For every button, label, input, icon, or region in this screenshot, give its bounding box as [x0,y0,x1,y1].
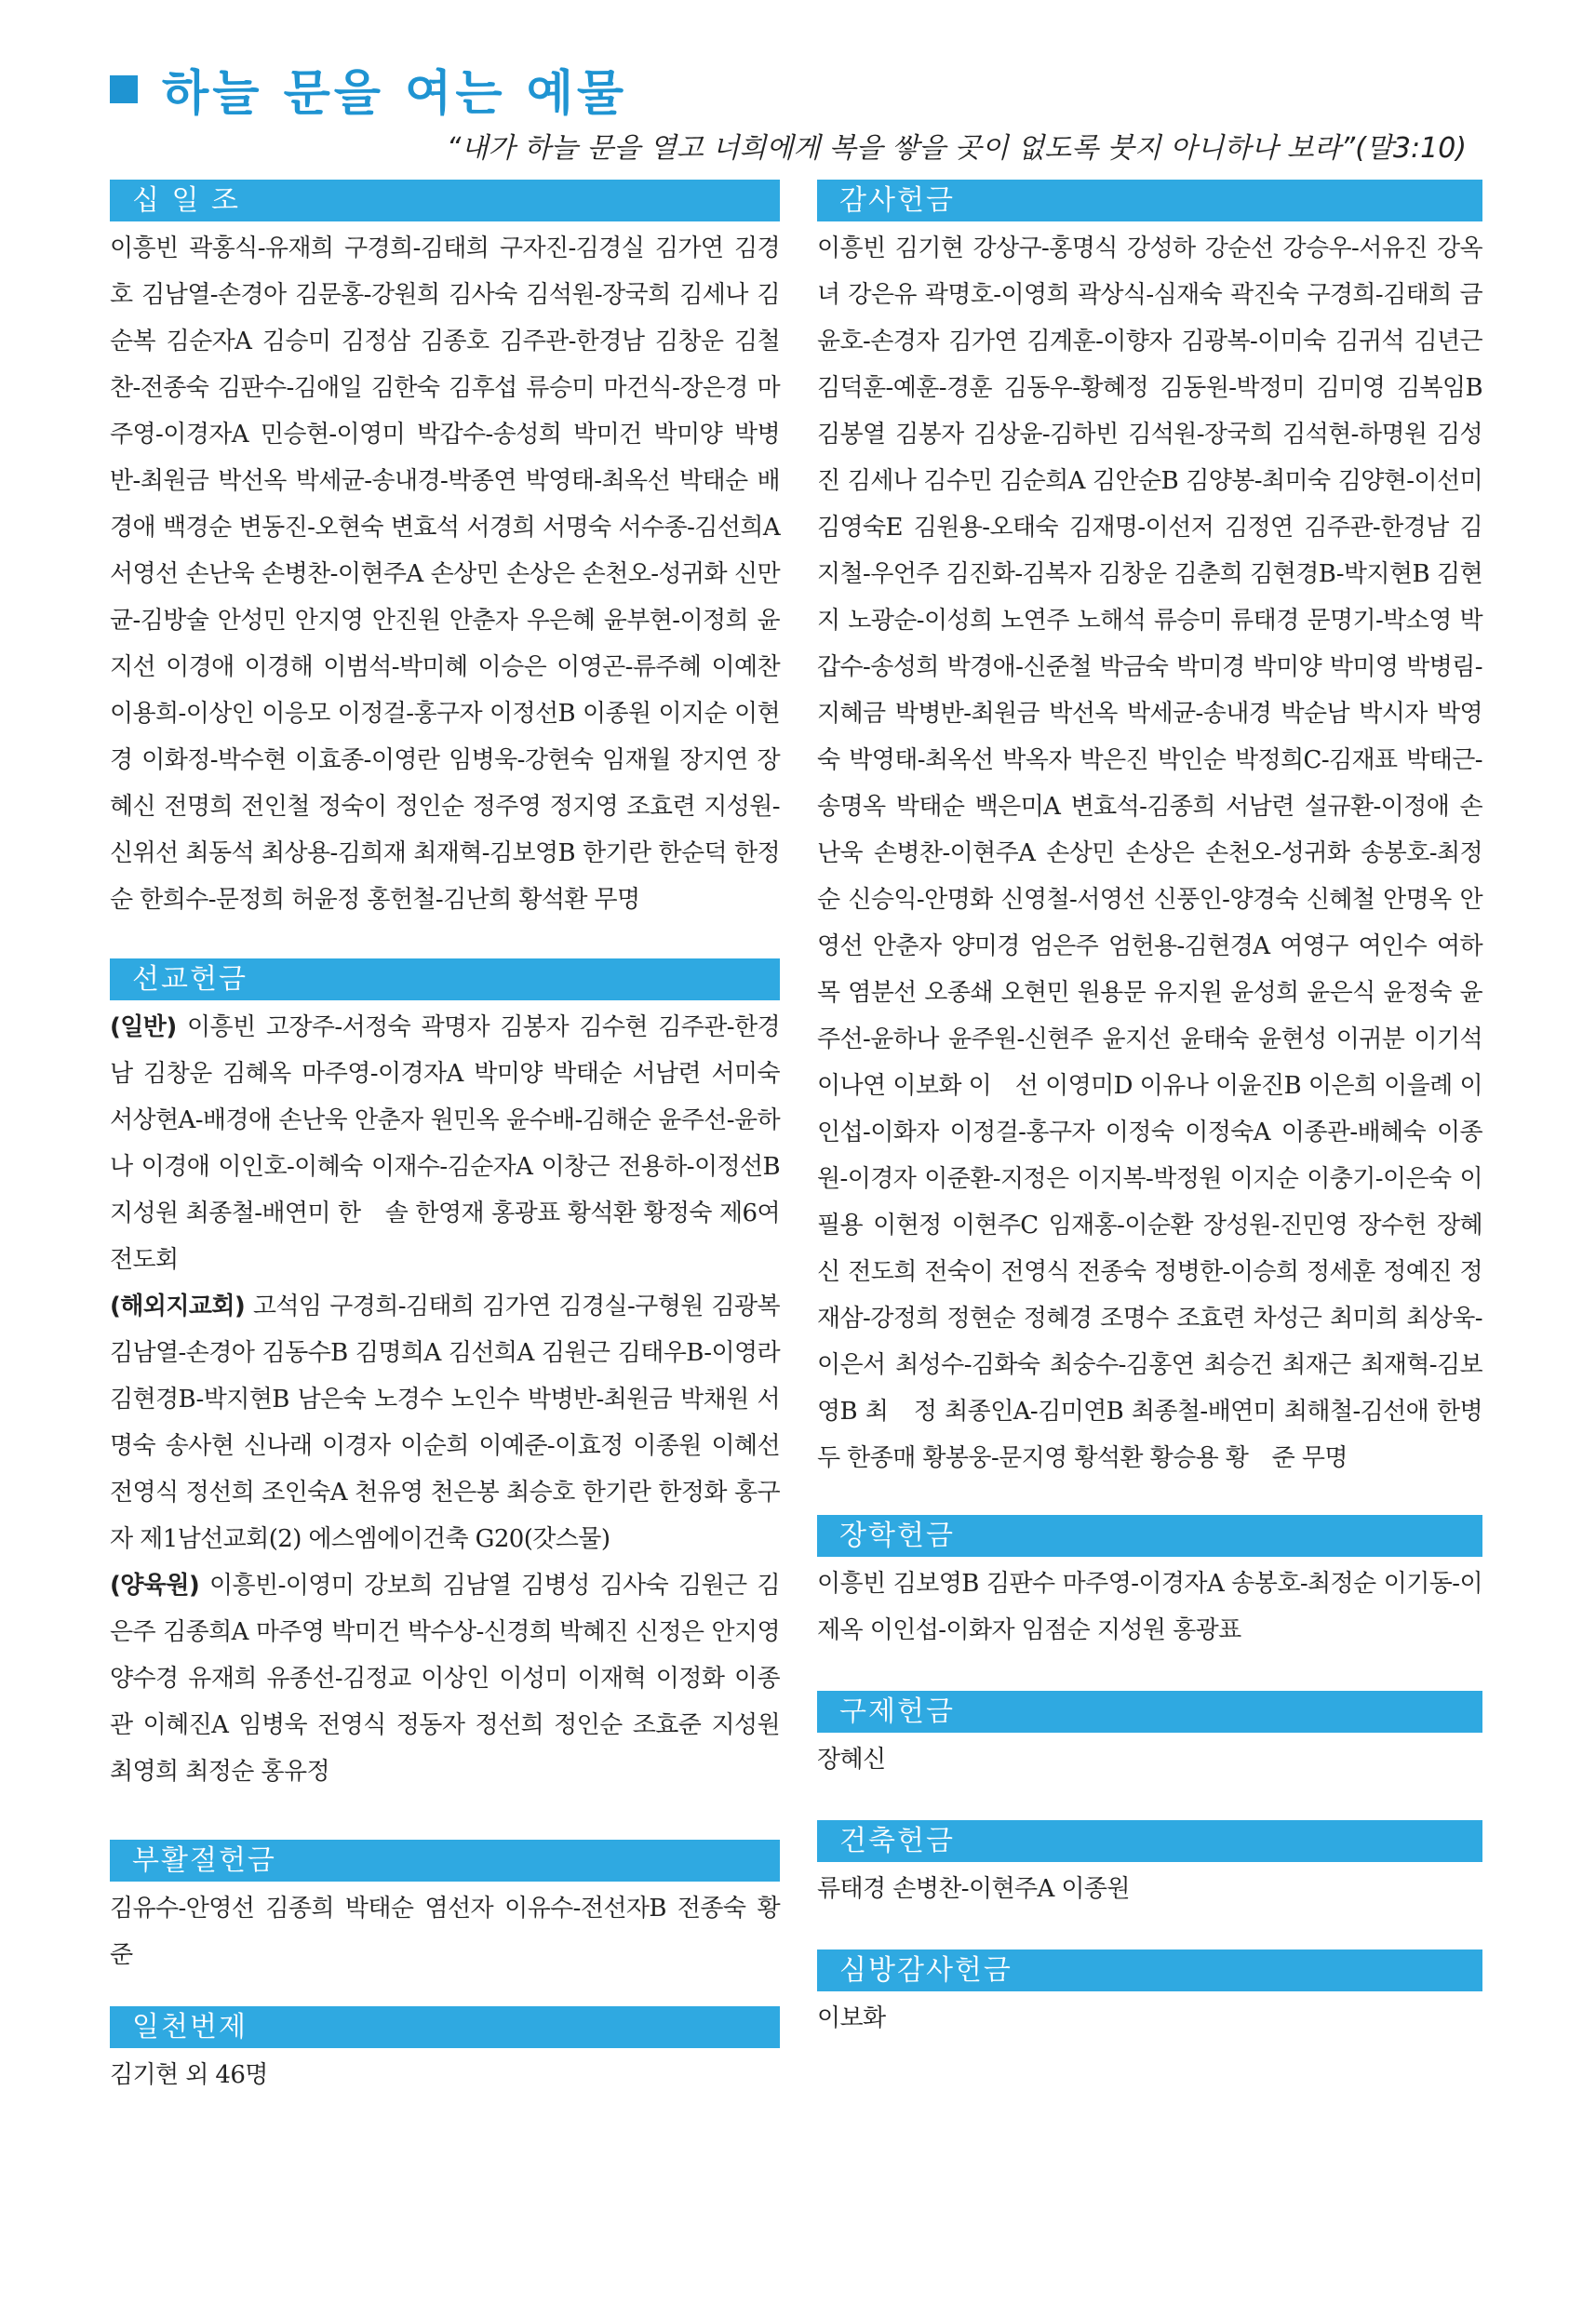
relief-section [817,1691,1482,1783]
thousand-offering-names: 김기현 외 46명 [110,2061,268,2089]
mission-overseas-tag: (해외지교회) [110,1293,246,1320]
mission-overseas [110,1283,780,1562]
mission-nursing [110,1562,780,1795]
mission-nursing-tag: (양육원) [110,1572,200,1600]
mission-general-names: 이흥빈 고장주-서정숙 곽명자 김봉자 김수현 김주관-한경남 김창운 김혜옥 마주영-이경자A 박미양 박태순 서남련 서미숙 서상현A-배경애 손난욱 안춘자 원민옥 윤수배-김해순 윤주선-윤하나 이경애 이인호-이혜숙 이재수-김순자A 이창근 전용하-이정선B 지성원 최종철-배연미 한 솔 한영재 홍광표 황석환 황정숙 제6여전도회 [110,1013,780,1274]
mission-general [110,1004,780,1283]
left-column [110,180,804,2098]
visitation-section [817,1950,1482,2042]
right-column [817,180,1482,2042]
easter-names: 김유수-안영선 김종희 박태순 염선자 이유수-전선자B 전종숙 황 준 [110,1895,804,1969]
thanks-names: 이흥빈 김기현 강상구-홍명식 강성하 강순선 강승우-서유진 강옥녀 강은유 곽명호-이영희 곽상식-심재숙 곽진숙 구경희-김태희 금윤호-손경자 김가연 김계훈-이향자 김광복-이미숙 김귀석 김년근 김덕훈-예훈-경훈 김동우-황혜정 김동원-박정미 김미영 김복임B 김봉열 김봉자 김상윤-김하빈 김석원-장국희 김석현-하명원 김성진 김세나 김수민 김순희A 김안순B 김양봉-최미숙 김양현-이선미 김영숙E 김원용-오태숙 김재명-이선저 김정연 김주관-한경남 김지철-우언주 김진화-김복자 김창운 김춘희 김현경B-박지현B 김현지 노광순-이성희 노연주 노해석 류승미 류태경 문명기-박소영 박갑수-송성희 박경애-신준철 박금숙 박미경 박미양 박미영 박병림-지혜금 박병반-최원금 박선옥 박세균-송내경 박순남 박시자 박영숙 박영태-최옥선 박옥자 박은진 박인순 박정희C-김재표 박태근-송명옥 박태순 백은미A 변효석-김종희 서남련 설규환-이정애 손난욱 손병찬-이현주A 손상민 손상은 손천오-성귀화 송봉호-최정순 신승익-안명화 신영철-서영선 신풍인-양경숙 신혜철 안명옥 안영선 안춘자 양미경 엄은주 엄헌용-김현경A 여영구 여인수 여하목 염분선 오종쇄 오현민 원용문 유지원 윤성희 윤은식 윤정숙 윤주선-윤하나 윤주원-신현주 윤지선 윤태숙 윤현성 이귀분 이기석 이나연 이보화 이 선 이영미D 이유나 이윤진B 이은희 이을례 이인섭-이화자 이정걸-홍구자 이정숙 이정숙A 이종관-배혜숙 이종원-이경자 이준환-지정은 이지복-박정원 이지순 이충기-이은숙 이필용 이현정 이현주C 임재홍-이순환 장성원-진민영 장수헌 장혜신 전도희 전숙이 전영식 전종숙 정병한-이승희 정세훈 정예진 정재삼-강정희 정현순 정혜경 조명수 조효련 차성근 최미희 최상욱-이은서 최성수-김화숙 최숭수-김홍연 최승건 최재근 최재혁-김보영B 최 정 최종인A-김미연B 최종철-배연미 최해철-김선애 한병두 한종매 황봉웅-문지영 황석환 황승용 황 준 무명 [817,234,1482,1472]
mission-nursing-names: 이흥빈-이영미 강보희 김남열 김병성 김사숙 김원근 김은주 김종희A 마주영 박미건 박수상-신경희 박혜진 신정은 안지영 양수경 유재희 유종선-김정교 이상인 이성미 이재혁 이정화 이종관 이혜진A 임병욱 전영식 정동자 정선희 정인순 조효준 지성원 최영희 최정순 홍유정 [110,1572,780,1786]
thanks-header: 감사헌금 [817,180,1482,221]
square-bullet-icon [110,75,138,103]
visitation-names: 이보화 [817,2004,886,2032]
thanks-section [817,180,1482,1481]
mission-overseas-names: 고석임 구경희-김태희 김가연 김경실-구형원 김광복 김남열-손경아 김동수B 김명희A 김선희A 김원근 김태우B-이영라 김현경B-박지현B 남은숙 노경수 노인수 박병반-최원금 박채원 서명숙 송사현 신나래 이경자 이순희 이예준-이효정 이종원 이혜선 전영식 정선희 조인숙A 천유영 천은봉 최승호 한기란 한정화 홍구자 제1남선교회(2) 에스엠에이건축 G20(갓스물) [110,1293,780,1553]
page-title: 하늘 문을 여는 예물 [162,66,628,122]
tithe-names: 이흥빈 곽홍식-유재희 구경희-김태희 구자진-김경실 김가연 김경호 김남열-손경아 김문홍-강원희 김사숙 김석원-장국희 김세나 김순복 김순자A 김승미 김정삼 김종호 김주관-한경남 김창운 김철찬-전종숙 김판수-김애일 김한숙 김후섭 류승미 마건식-장은경 마주영-이경자A 민승현-이영미 박갑수-송성희 박미건 박미양 박병반-최원금 박선옥 박세균-송내경-박종연 박영태-최옥선 박태순 배경애 백경순 변동진-오현숙 변효석 서경희 서명숙 서수종-김선희A 서영선 손난욱 손병찬-이현주A 손상민 손상은 손천오-성귀화 신만균-김방술 안성민 안지영 안진원 안춘자 우은혜 윤부현-이정희 윤지선 이경애 이경해 이범석-박미혜 이승은 이영곤-류주혜 이예찬 이용희-이상인 이응모 이정걸-홍구자 이정선B 이종원 이지순 이현경 이화정-박수현 이효종-이영란 임병욱-강현숙 임재월 장지연 장혜신 전명희 전인철 정숙이 정인순 정주영 정지영 조효련 지성원-신위선 최동석 최상용-김희재 최재혁-김보영B 한기란 한순덕 한정순 한희수-문정희 허윤정 홍헌철-김난희 황석환 무명 [110,234,780,914]
building-section [817,1820,1482,1912]
thousand-offering-header: 일천번제 [110,2006,780,2048]
relief-header: 구제헌금 [817,1691,1482,1733]
tithe-section [110,180,780,923]
mission-section [110,958,780,1795]
relief-names: 장혜신 [817,1746,886,1774]
mission-header: 선교헌금 [110,958,780,1000]
title-row [110,54,1506,124]
scholarship-section [817,1515,1482,1654]
scholarship-header: 장학헌금 [817,1515,1482,1557]
easter-header: 부활절헌금 [110,1840,780,1882]
tithe-header: 십 일 조 [110,180,780,221]
page-header [110,54,1506,165]
building-header: 건축헌금 [817,1820,1482,1862]
building-names: 류태경 손병찬-이현주A 이종원 [817,1875,1130,1903]
mission-general-tag: (일반) [110,1013,177,1041]
scholarship-names: 이흥빈 김보영B 김판수 마주영-이경자A 송봉호-최정순 이기동-이제옥 이인섭-이화자 임점순 지성원 홍광표 [817,1570,1482,1644]
scripture-verse: “내가 하늘 문을 열고 너희에게 복을 쌓을 곳이 없도록 붓지 아니하나 보라”(말3:10) [446,132,1467,165]
visitation-header: 심방감사헌금 [817,1950,1482,1991]
mission-body [110,1004,780,1795]
easter-section [110,1840,804,1978]
thousand-offering-section [110,2006,780,2098]
